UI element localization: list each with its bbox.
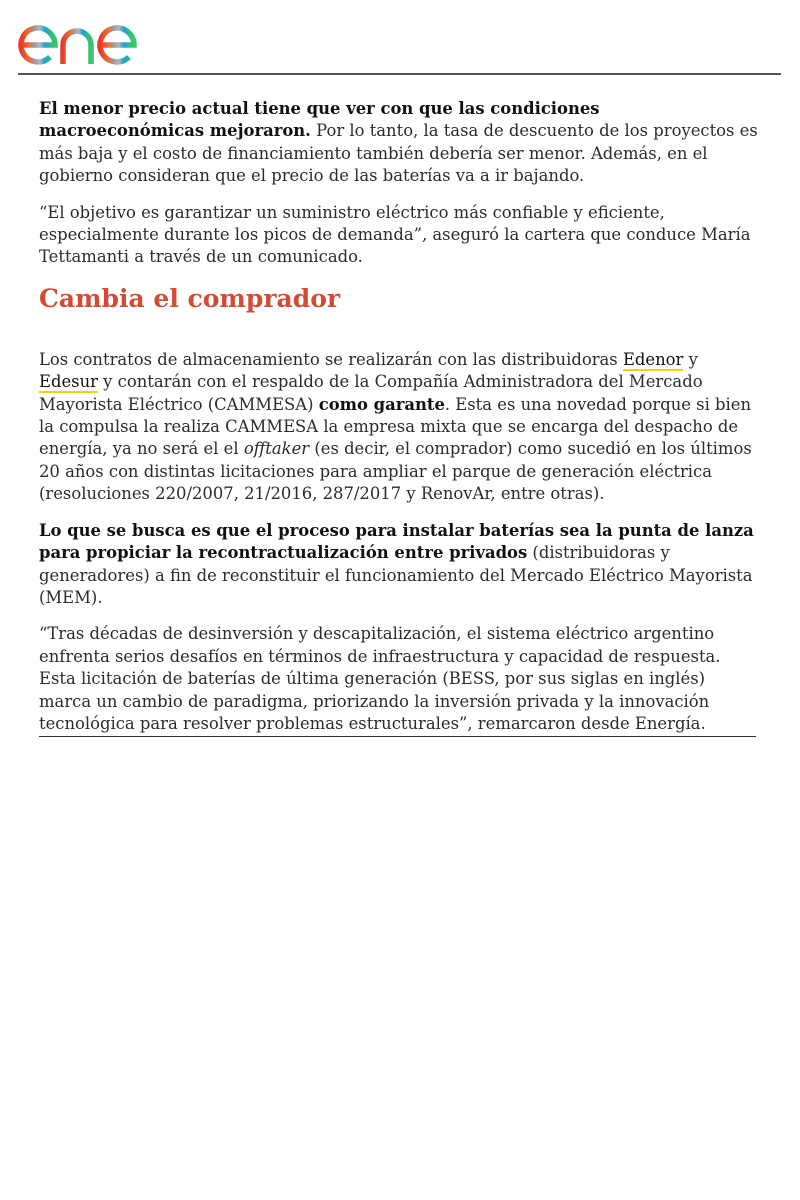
- page-header: [0, 0, 800, 76]
- article-body: [39, 98, 761, 749]
- paragraph-2: “El objetivo es garantizar un suministro eléctrico más confiable y eficiente, especialmente durante los picos de demanda”, aseguró la cartera que conduce María Tettamanti a través de un comunicado.: [39, 202, 751, 267]
- footer-divider: [39, 736, 756, 737]
- paragraph-3: [39, 349, 761, 506]
- paragraph-4-text: (distribuidoras y generadores) a fin de reconstituir el funcionamiento del Mercado Eléctrico Mayorista (MEM).: [39, 543, 753, 607]
- paragraph-3-text-1: Los contratos de almacenamiento se realizarán con las distribuidoras: [39, 349, 623, 369]
- paragraph-1-bold: El menor precio actual tiene que ver con que las condiciones macroeconómicas mejoraron.: [39, 99, 600, 141]
- paragraph-4: [39, 520, 761, 610]
- enel-logo-icon: [16, 8, 172, 68]
- section-heading: Cambia el comprador: [39, 283, 341, 313]
- edenor-link[interactable]: Edenor: [622, 349, 684, 369]
- paragraph-3-text-4: . Esta es una novedad porque si bien la compulsa la realiza CAMMESA la empresa mixta que se encarga del despacho de energía, ya no será el el: [39, 394, 752, 459]
- paragraph-3-text-3: y contarán con el respaldo de la Compañía Administradora del Mercado Mayorista Eléctrico (CAMMESA): [39, 372, 703, 414]
- header-divider: [18, 73, 781, 75]
- paragraph-1: [39, 98, 761, 188]
- paragraph-3-bold: como garante: [318, 394, 445, 414]
- paragraph-3-text-2: y: [683, 349, 698, 369]
- edesur-link[interactable]: Edesur: [39, 372, 98, 392]
- paragraph-1-text: Por lo tanto, la tasa de descuento de los proyectos es más baja y el costo de financiamiento también debería ser menor. Además, en el gobierno consideran que el precio de las baterías va a ir bajando.: [39, 121, 758, 186]
- paragraph-3-italic: offtaker: [243, 439, 310, 459]
- enel-logo[interactable]: [16, 8, 172, 68]
- paragraph-5: “Tras décadas de desinversión y descapitalización, el sistema eléctrico argentino enfrenta serios desafíos en términos de infraestructura y capacidad de respuesta. Esta licitación de baterías de última generación (BESS, por sus siglas en inglés) marca un cambio de paradigma, priorizando la inversión privada y la innovación tecnológica para resolver problemas estructurales”, remarcaron desde Energía.: [39, 624, 721, 733]
- paragraph-4-bold: Lo que se busca es que el proceso para instalar baterías sea la punta de lanza para propiciar la recontractualización entre privados: [39, 520, 754, 563]
- paragraph-3-text-5: (es decir, el comprador) como sucedió en los últimos 20 años con distintas licitaciones para ampliar el parque de generación eléctrica (resoluciones 220/2007, 21/2016, 287/2017 y RenovAr, entre otras).: [39, 439, 752, 504]
